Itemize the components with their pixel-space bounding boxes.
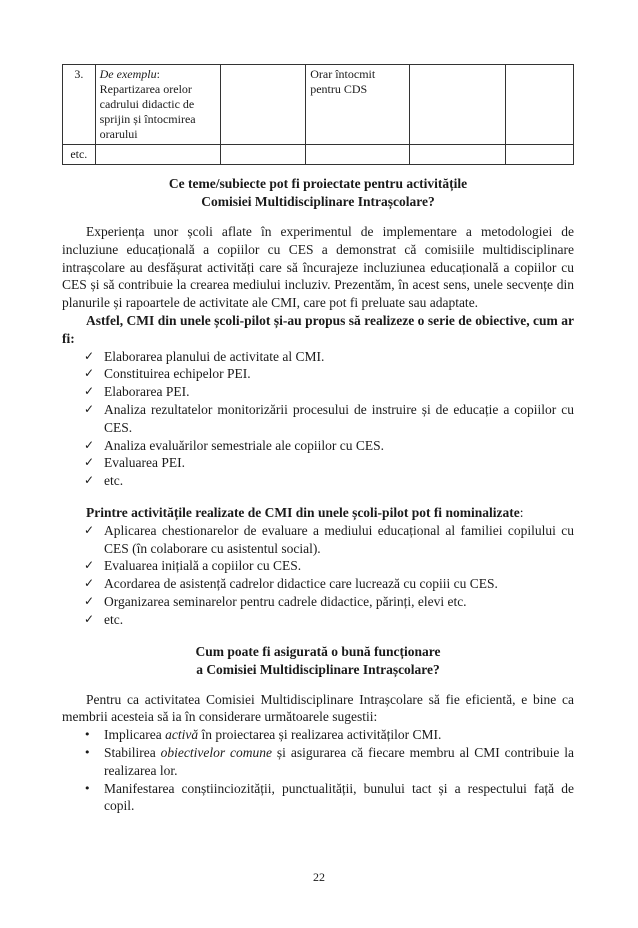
table-cell-empty <box>506 65 574 145</box>
page-content <box>62 64 574 815</box>
suggestions-paragraph: Pentru ca activitatea Comisiei Multidisciplinare Intrașcolare să fie eficientă, e bine ca membrii acesteia să ia în considerare următoarele sugestii: <box>62 691 574 725</box>
bullet-icon: • <box>84 745 91 759</box>
check-mark-icon: ✓ <box>84 611 95 626</box>
list-item: ✓ Evaluarea inițială a copiilor cu CES. <box>84 558 302 574</box>
section-heading-themes: Ce teme/subiecte pot fi proiectate pentru activitățile Comisiei Multidisciplinare Intrașcolare? <box>168 176 468 209</box>
activities-table <box>62 64 574 165</box>
list-item: ✓ Elaborarea PEI. <box>84 384 190 400</box>
table-cell-empty <box>95 145 221 165</box>
table-cell-etc: etc. <box>63 145 96 165</box>
check-mark-icon: ✓ <box>84 576 95 591</box>
list-item: ✓ Organizarea seminarelor pentru cadrele didactice, părinți, elevi etc. <box>84 593 467 609</box>
list-item: ✓ Analiza rezultatelor monitorizării procesului de instruire și de educație a copiilor cu CES. <box>84 401 574 435</box>
list-item: ✓ Analiza evaluărilor semestriale ale copiilor cu CES. <box>84 437 385 453</box>
table-cell-empty <box>410 145 506 165</box>
list-item: ✓ Constituirea echipelor PEI. <box>84 366 251 382</box>
check-mark-icon: ✓ <box>84 401 95 416</box>
check-mark-icon: ✓ <box>84 455 95 470</box>
list-item: • Implicarea activă în proiectarea și realizarea activităților CMI. <box>84 727 442 743</box>
check-mark-icon: ✓ <box>84 522 95 537</box>
table-cell-activity: De exemplu: Repartizarea orelor cadrului didactic de sprijin și întocmirea orarului <box>95 65 221 145</box>
check-mark-icon: ✓ <box>84 593 95 608</box>
page-number: 22 <box>313 870 325 884</box>
list-item: ✓ Evaluarea PEI. <box>84 455 185 471</box>
list-item: ✓ Acordarea de asistență cadrelor didactice care lucrează cu copiii cu CES. <box>84 576 498 592</box>
table-cell-result: Orar întocmit pentru CDS <box>306 65 410 145</box>
suggestions-list <box>62 726 574 815</box>
table-row <box>63 145 574 165</box>
check-mark-icon: ✓ <box>84 384 95 399</box>
activities-list <box>62 522 574 629</box>
table-cell-empty <box>221 65 306 145</box>
check-mark-icon: ✓ <box>84 348 95 363</box>
table-row <box>63 65 574 145</box>
check-mark-icon: ✓ <box>84 437 95 452</box>
example-label: De exemplu <box>99 67 157 81</box>
list-item: • Manifestarea conștiinciozității, punctualității, bunului tact și a respectului față de copil. <box>84 780 574 814</box>
bullet-icon: • <box>84 728 91 742</box>
objectives-list <box>62 348 574 490</box>
table-cell-empty <box>221 145 306 165</box>
activities-intro: Printre activitățile realizate de CMI din unele școli-pilot pot fi nominalizate: <box>86 504 524 520</box>
section-heading-functioning: Cum poate fi asigurată o bună funcționare a Comisiei Multidisciplinare Intrașcolare? <box>195 643 441 677</box>
table-cell-number: 3. <box>63 65 96 145</box>
table-cell-empty <box>410 65 506 145</box>
table-cell-empty <box>506 145 574 165</box>
list-item: • Stabilirea obiectivelor comune și asigurarea că fiecare membru al CMI contribuie la realizarea lor. <box>84 744 575 778</box>
objectives-intro: Astfel, CMI din unele școli-pilot și-au propus să realizeze o serie de obiective, cum ar fi: <box>62 312 574 346</box>
table-cell-empty <box>306 145 410 165</box>
list-item: ✓ etc. <box>84 473 124 489</box>
example-text: Repartizarea orelor cadrului didactic de sprijin și întocmirea orarului <box>99 82 196 141</box>
intro-paragraph: Experiența unor școli aflate în experimentul de implementare a metodologiei de incluziune educațională a copiilor cu CES a demonstrat că comisiile multidisciplinare intrașcolare au desfășurat activități care să încurajeze incluziunea educațională a copiilor cu CES și să contribuie la crearea mediului incluziv. Prezentăm, în acest sens, unele secvențe din planurile și rapoartele de activitate ale CMI, care pot fi preluate sau adaptate. <box>62 224 574 311</box>
list-item: ✓ Elaborarea planului de activitate al CMI. <box>84 348 325 364</box>
list-item: ✓ etc. <box>84 611 124 627</box>
check-mark-icon: ✓ <box>84 473 95 488</box>
bullet-icon: • <box>84 781 91 795</box>
check-mark-icon: ✓ <box>84 366 95 381</box>
list-item: ✓ Aplicarea chestionarelor de evaluare a mediului educațional al familiei copilului cu CES (în colaborare cu asistentul social). <box>84 522 574 556</box>
check-mark-icon: ✓ <box>84 558 95 573</box>
